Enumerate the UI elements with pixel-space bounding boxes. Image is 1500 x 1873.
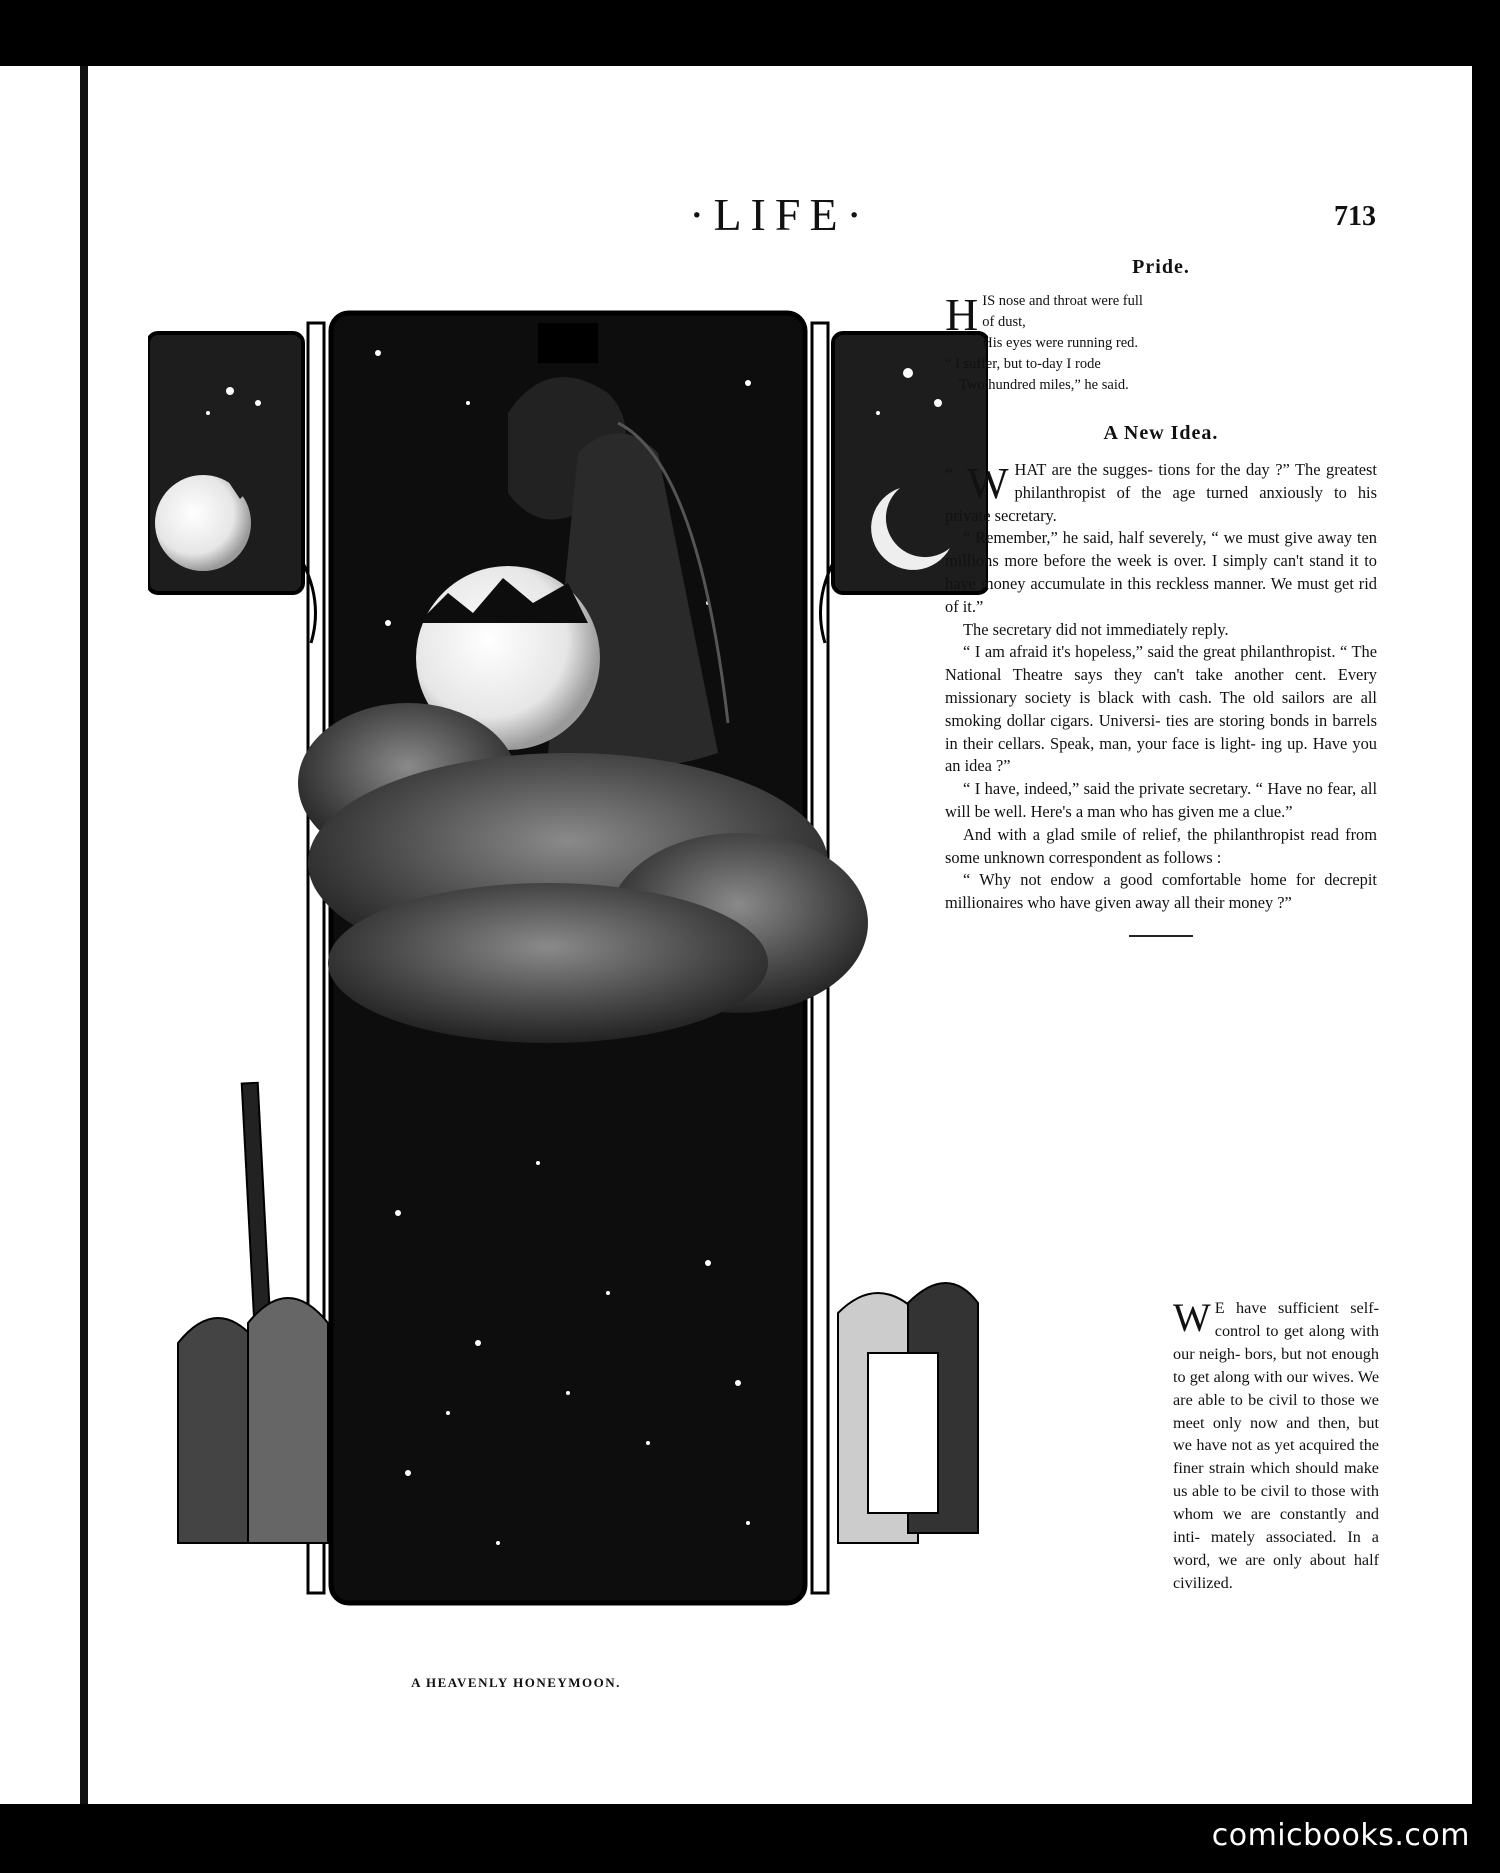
section-divider — [1129, 935, 1193, 937]
page-number: 713 — [1334, 201, 1376, 232]
essay-drop-cap: W — [1173, 1295, 1211, 1340]
story-paragraph — [945, 459, 1377, 527]
site-watermark: comicbooks.com — [1211, 1818, 1470, 1853]
astronomers — [178, 1083, 328, 1543]
new-idea-story — [945, 422, 1377, 937]
facing-page-edge — [0, 66, 80, 1804]
text-column — [945, 256, 1377, 959]
story-paragraph: The secretary did not immediately reply. — [963, 619, 1229, 639]
pride-drop-cap: H — [945, 289, 979, 340]
story-paragraph: “ I am afraid it's hopeless,” said the great philanthropist. “ The National Theatre says they can't take another cent. Every missionary society is black with cash. The old sailors are all smoking dollar cigars. Universi- ties are storing bonds in barrels in their cellars. Speak, man, your face is light- ing up. Have you an idea ?” — [945, 642, 1377, 776]
story-first-text: HAT are the sugges- tions for the day ?” The greatest philanthropist of the age turned anxiously to his private secretary. — [945, 460, 1377, 525]
story-paragraph: “ Why not endow a good comfortable home for decrepit millionaires who have given away all their money ?” — [945, 870, 1377, 913]
story-open-quote: “ — [945, 464, 953, 484]
civility-essay — [1173, 1297, 1379, 1595]
essay-paragraph — [1173, 1297, 1379, 1595]
pride-heading: Pride. — [1132, 256, 1190, 278]
story-drop-cap: W — [967, 459, 1009, 508]
pride-line-4: “ I suffer, but to-day I rode — [945, 356, 1101, 372]
new-idea-heading: A New Idea. — [1103, 422, 1219, 444]
essay-text: E have sufficient self-control to get along with our neigh- bors, but not enough to get along with our wives. We are able to be civil to those we meet only now and then, but we have not as yet acquired the finer strain which should make us able to be civil to those with whom we are constantly and inti- mately associated. In a word, we are only about half civilized. — [1173, 1299, 1379, 1592]
story-paragraph: “ I have, indeed,” said the private secretary. “ Have no fear, all will be well. Here's a man who has given me a clue.” — [945, 779, 1377, 821]
pride-poem — [945, 291, 1377, 396]
story-paragraph: “ Remember,” he said, half severely, “ we must give away ten millions more before the week is over. I simply can't stand it to have money accumulate in this reckless manner. We must get rid of it.” — [945, 528, 1377, 616]
pride-line-5: Two hundred miles,” he said. — [959, 377, 1129, 393]
masthead-title: ·LIFE· — [689, 189, 871, 240]
page-binding — [80, 66, 88, 1804]
magazine-page — [88, 66, 1472, 1804]
pride-line-1: IS nose and throat were full — [982, 293, 1143, 309]
story-paragraph: And with a glad smile of relief, the philanthropist read from some unknown correspondent as follows : — [945, 824, 1377, 867]
heavenly-honeymoon-illustration — [148, 263, 988, 1613]
pride-line-3: His eyes were running red. — [982, 335, 1139, 351]
pride-line-2: of dust, — [982, 314, 1026, 330]
illustration-caption: A HEAVENLY HONEYMOON. — [411, 1675, 621, 1690]
scholars-with-scroll — [838, 1283, 978, 1543]
